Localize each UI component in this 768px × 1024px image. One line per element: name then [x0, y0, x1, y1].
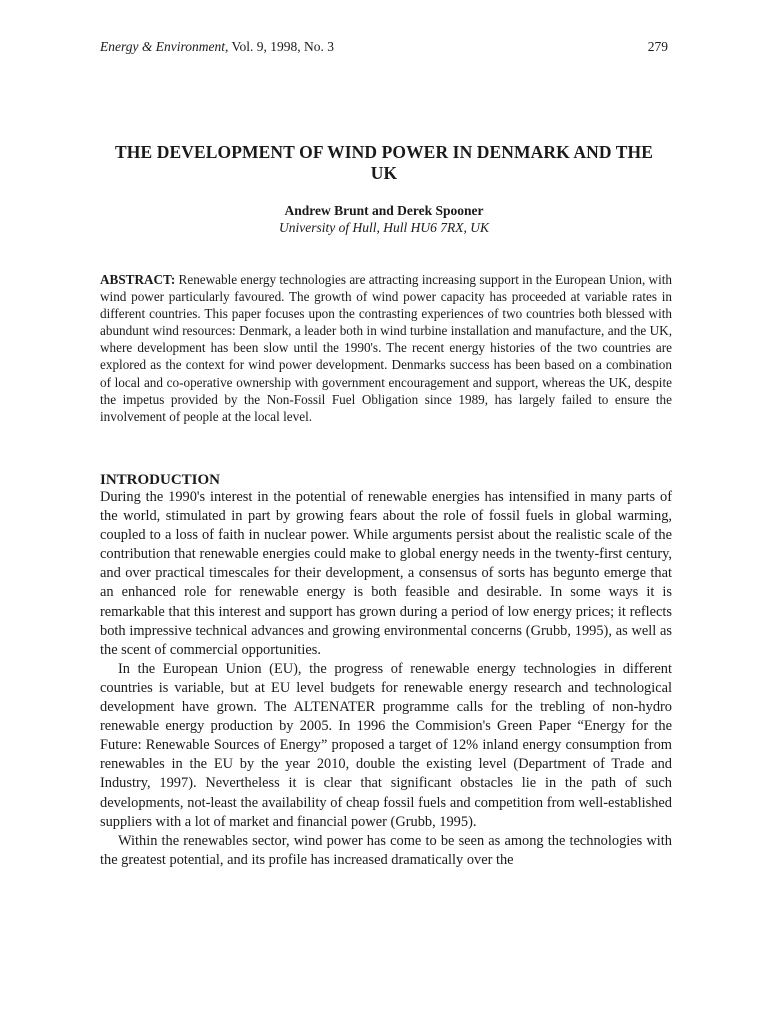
- introduction-paragraph: Within the renewables sector, wind power has come to be seen as among the technologies with the greatest potential, and its profile has increased dramatically over the: [100, 832, 672, 868]
- article-title: THE DEVELOPMENT OF WIND POWER IN DENMARK AND THE UK: [115, 142, 653, 183]
- introduction-body: [100, 488, 672, 870]
- article-authors: Andrew Brunt and Derek Spooner: [284, 203, 484, 218]
- running-head: [100, 38, 668, 56]
- volume-info: Vol. 9, 1998, No. 3: [231, 39, 334, 54]
- abstract: [100, 271, 672, 425]
- introduction-paragraph: During the 1990's interest in the potential of renewable energies has intensified in many parts of the world, stimulated in part by growing fears about the role of fossil fuels in global warming, coupled to a loss of faith in nuclear power. While arguments persist about the realistic scale of the contribution that renewable energies could make to global energy needs in the twenty-first century, and over practical timescales for their development, a consensus of sorts has begunto emerge that an enhanced role for renewable energy is both feasible and desirable. In some ways it is remarkable that this interest and support has grown during a period of low energy prices; it reflects both impressive technical advances and growing environmental concerns (Grubb, 1995), as well as the scent of commercial opportunities.: [100, 489, 672, 658]
- page-number: 279: [647, 39, 668, 54]
- abstract-text: Renewable energy technologies are attracting increasing support in the European Union, with wind power particularly favoured. The growth of wind power capacity has proceeded at variable rates in different countries. This paper focuses upon the contrasting experiences of two countries both blessed with abundunt wind resources: Denmark, a leader both in wind turbine installation and manufacture, and the UK, where development has been slow until the 1990's. The recent energy histories of the two countries are explored as the context for wind power development. Denmarks success has been based on a combination of local and co-operative ownership with government encouragement and support, whereas the UK, despite the impetus provided by the Non-Fossil Fuel Obligation since 1989, has largely failed to ensure the involvement of people at the local level.: [100, 272, 673, 424]
- journal-name: Energy & Environment,: [100, 39, 229, 54]
- author-affiliation: University of Hull, Hull HU6 7RX, UK: [279, 220, 489, 235]
- abstract-label: ABSTRACT:: [100, 272, 176, 287]
- introduction-paragraph: In the European Union (EU), the progress of renewable energy technologies in different countries is variable, but at EU level budgets for renewable energy research and technological development have grown. The ALTENATER programme calls for the trebling of non-hydro renewable energy production by 2005. In 1996 the Commision's Green Paper “Energy for the Future: Renewable Sources of Energy” proposed a target of 12% inland energy consumption from renewables in the EU by the year 2010, double the existing level (Department of Trade and Industry, 1997). Nevertheless it is clear that significant obstacles lie in the path of such developments, not-least the availability of cheap fossil fuels and competition from well-established suppliers with a lot of market and financial power (Grubb, 1995).: [100, 660, 672, 830]
- section-heading-introduction: INTRODUCTION: [100, 472, 221, 488]
